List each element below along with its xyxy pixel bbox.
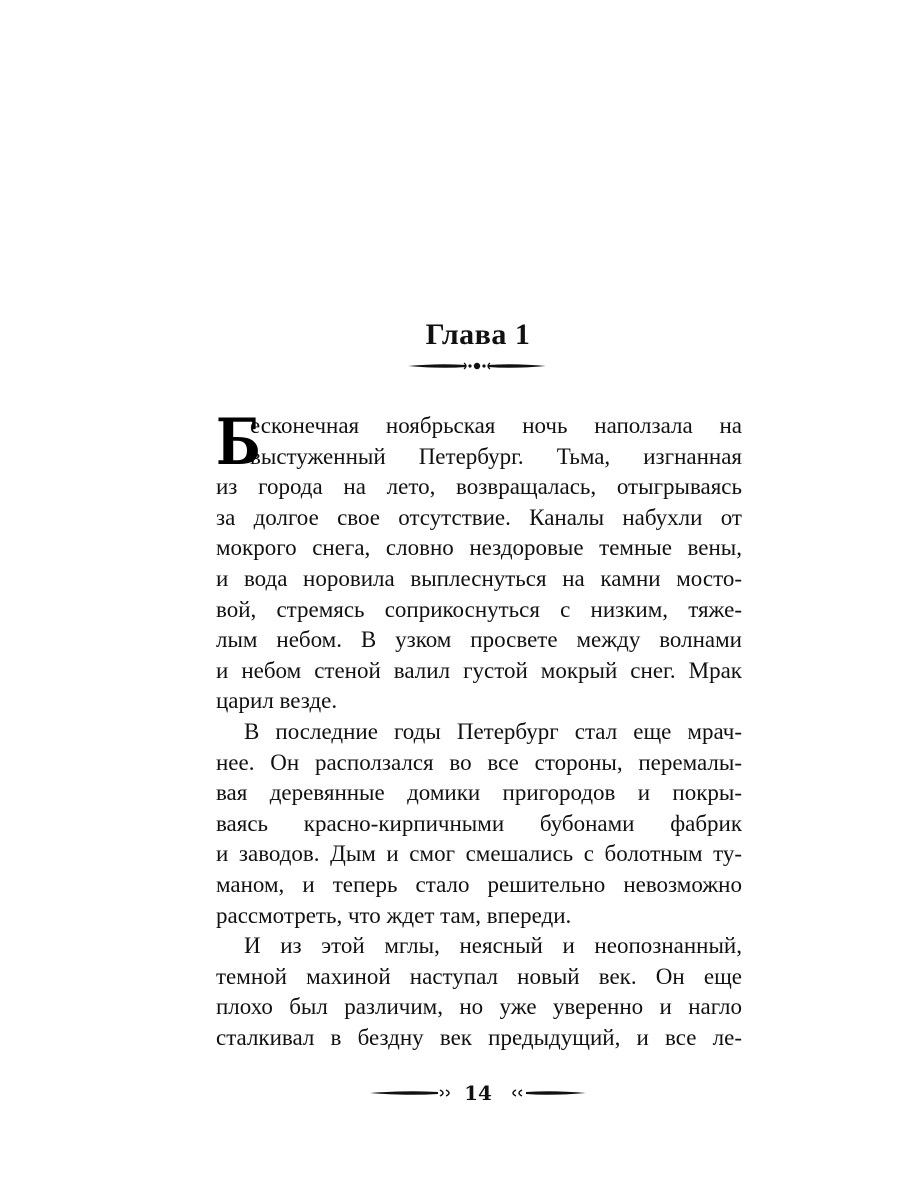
text-line: выстуженный Петербург. Тьма, изгнанная <box>250 443 742 469</box>
paragraph-3 <box>216 931 742 1053</box>
text-line: и вода норовила выплеснуться на камни мосто- <box>216 565 742 591</box>
text-line: И из этой мглы, неясный и неопознанный, <box>244 933 742 959</box>
text-line: и заводов. Дым и смог смешались с болотным ту- <box>216 841 742 867</box>
text-line: вая деревянные домики пригородов и покры- <box>216 780 742 806</box>
text-line: за долгое свое отсутствие. Каналы набухли от <box>216 504 742 530</box>
paragraph-2 <box>216 717 742 931</box>
text-line: из города на лето, возвращалась, отыгрываясь <box>216 474 742 500</box>
chapter-ornament-divider <box>406 358 548 374</box>
footer-ornament-right <box>508 1087 588 1099</box>
drop-cap: Б <box>216 405 261 480</box>
footer-ornament-left <box>368 1087 456 1099</box>
text-line: нее. Он расползался во все стороны, перемалы- <box>216 749 742 775</box>
text-line: рассмотреть, что ждет там, впереди. <box>216 902 572 928</box>
text-line: мокрого снега, словно нездоровые темные вены, <box>216 535 742 561</box>
chapter-text <box>216 405 742 1053</box>
text-line: плохо был различим, но уже уверенно и нагло <box>216 994 742 1020</box>
page-number: 14 <box>464 1081 492 1105</box>
text-line: и небом стеной валил густой мокрый снег. Мрак <box>216 657 742 683</box>
text-line: лым небом. В узком просвете между волнами <box>216 627 742 653</box>
text-line: вой, стремясь соприкоснуться с низким, тяже- <box>216 596 742 622</box>
text-line: ваясь красно-кирпичными бубонами фабрик <box>216 810 742 836</box>
text-line: сталкивал в бездну век предыдущий, и все ле- <box>216 1024 742 1050</box>
text-line: царил везде. <box>216 688 338 714</box>
paragraph-1 <box>216 405 742 717</box>
page-footer <box>368 1078 588 1108</box>
text-line: В последние годы Петербург стал еще мрач- <box>244 718 742 744</box>
text-line: есконечная ноябрьская ночь наползала на <box>250 413 742 438</box>
text-line: темной махиной наступал новый век. Он еще <box>216 963 742 989</box>
chapter-title: Глава 1 <box>425 318 531 351</box>
text-line: маном, и теперь стало решительно невозможно <box>216 871 742 897</box>
